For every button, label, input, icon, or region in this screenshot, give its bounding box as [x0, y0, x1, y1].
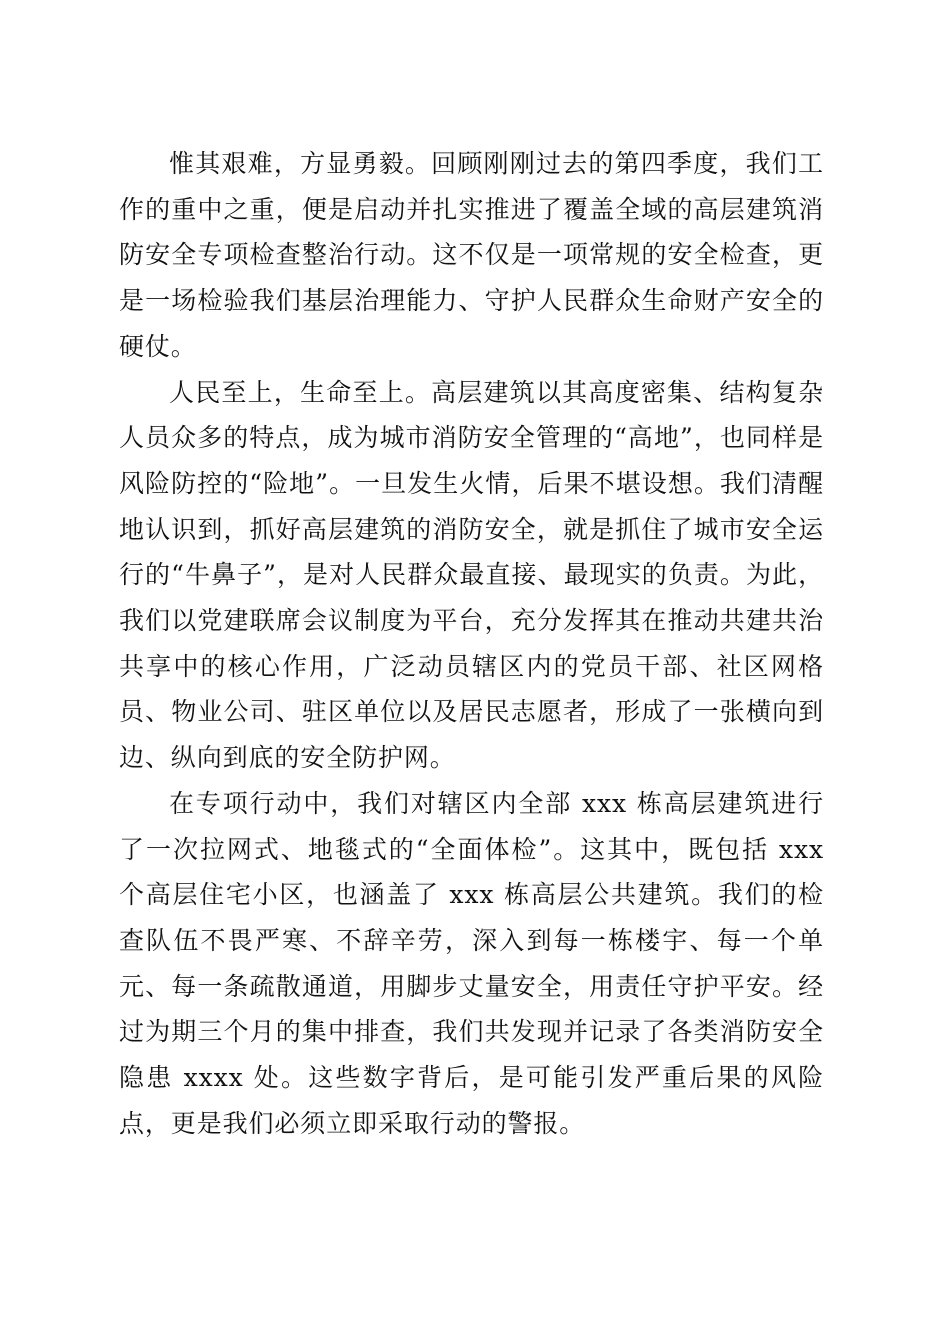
- paragraph-3: 在专项行动中，我们对辖区内全部 xxx 栋高层建筑进行了一次拉网式、地毯式的“全面体检”。这其中，既包括 xxx 个高层住宅小区，也涵盖了 xxx 栋高层公共建筑。我们的检查队伍不畏严寒、不辞辛劳，深入到每一栋楼宇、每一个单元、每一条疏散通道，用脚步丈量安全，用责任守护平安。经过为期三个月的集中排查，我们共发现并记录了各类消防安全隐患 xxxx 处。这些数字背后，是可能引发严重后果的风险点，更是我们必须立即采取行动的警报。: [119, 788, 824, 1138]
- document-body: [119, 141, 824, 1146]
- paragraph-1: 惟其艰难，方显勇毅。回顾刚刚过去的第四季度，我们工作的重中之重，便是启动并扎实推进了覆盖全域的高层建筑消防安全专项检查整治行动。这不仅是一项常规的安全检查，更是一场检验我们基层治理能力、守护人民群众生命财产安全的硬仗。: [119, 149, 824, 361]
- paragraph-2: 人民至上，生命至上。高层建筑以其高度密集、结构复杂人员众多的特点，成为城市消防安全管理的“高地”，也同样是风险防控的“险地”。一旦发生火情，后果不堪设想。我们清醒地认识到，抓好高层建筑的消防安全，就是抓住了城市安全运行的“牛鼻子”，是对人民群众最直接、最现实的负责。为此，我们以党建联席会议制度为平台，充分发挥其在推动共建共治共享中的核心作用，广泛动员辖区内的党员干部、社区网格员、物业公司、驻区单位以及居民志愿者，形成了一张横向到边、纵向到底的安全防护网。: [119, 377, 824, 773]
